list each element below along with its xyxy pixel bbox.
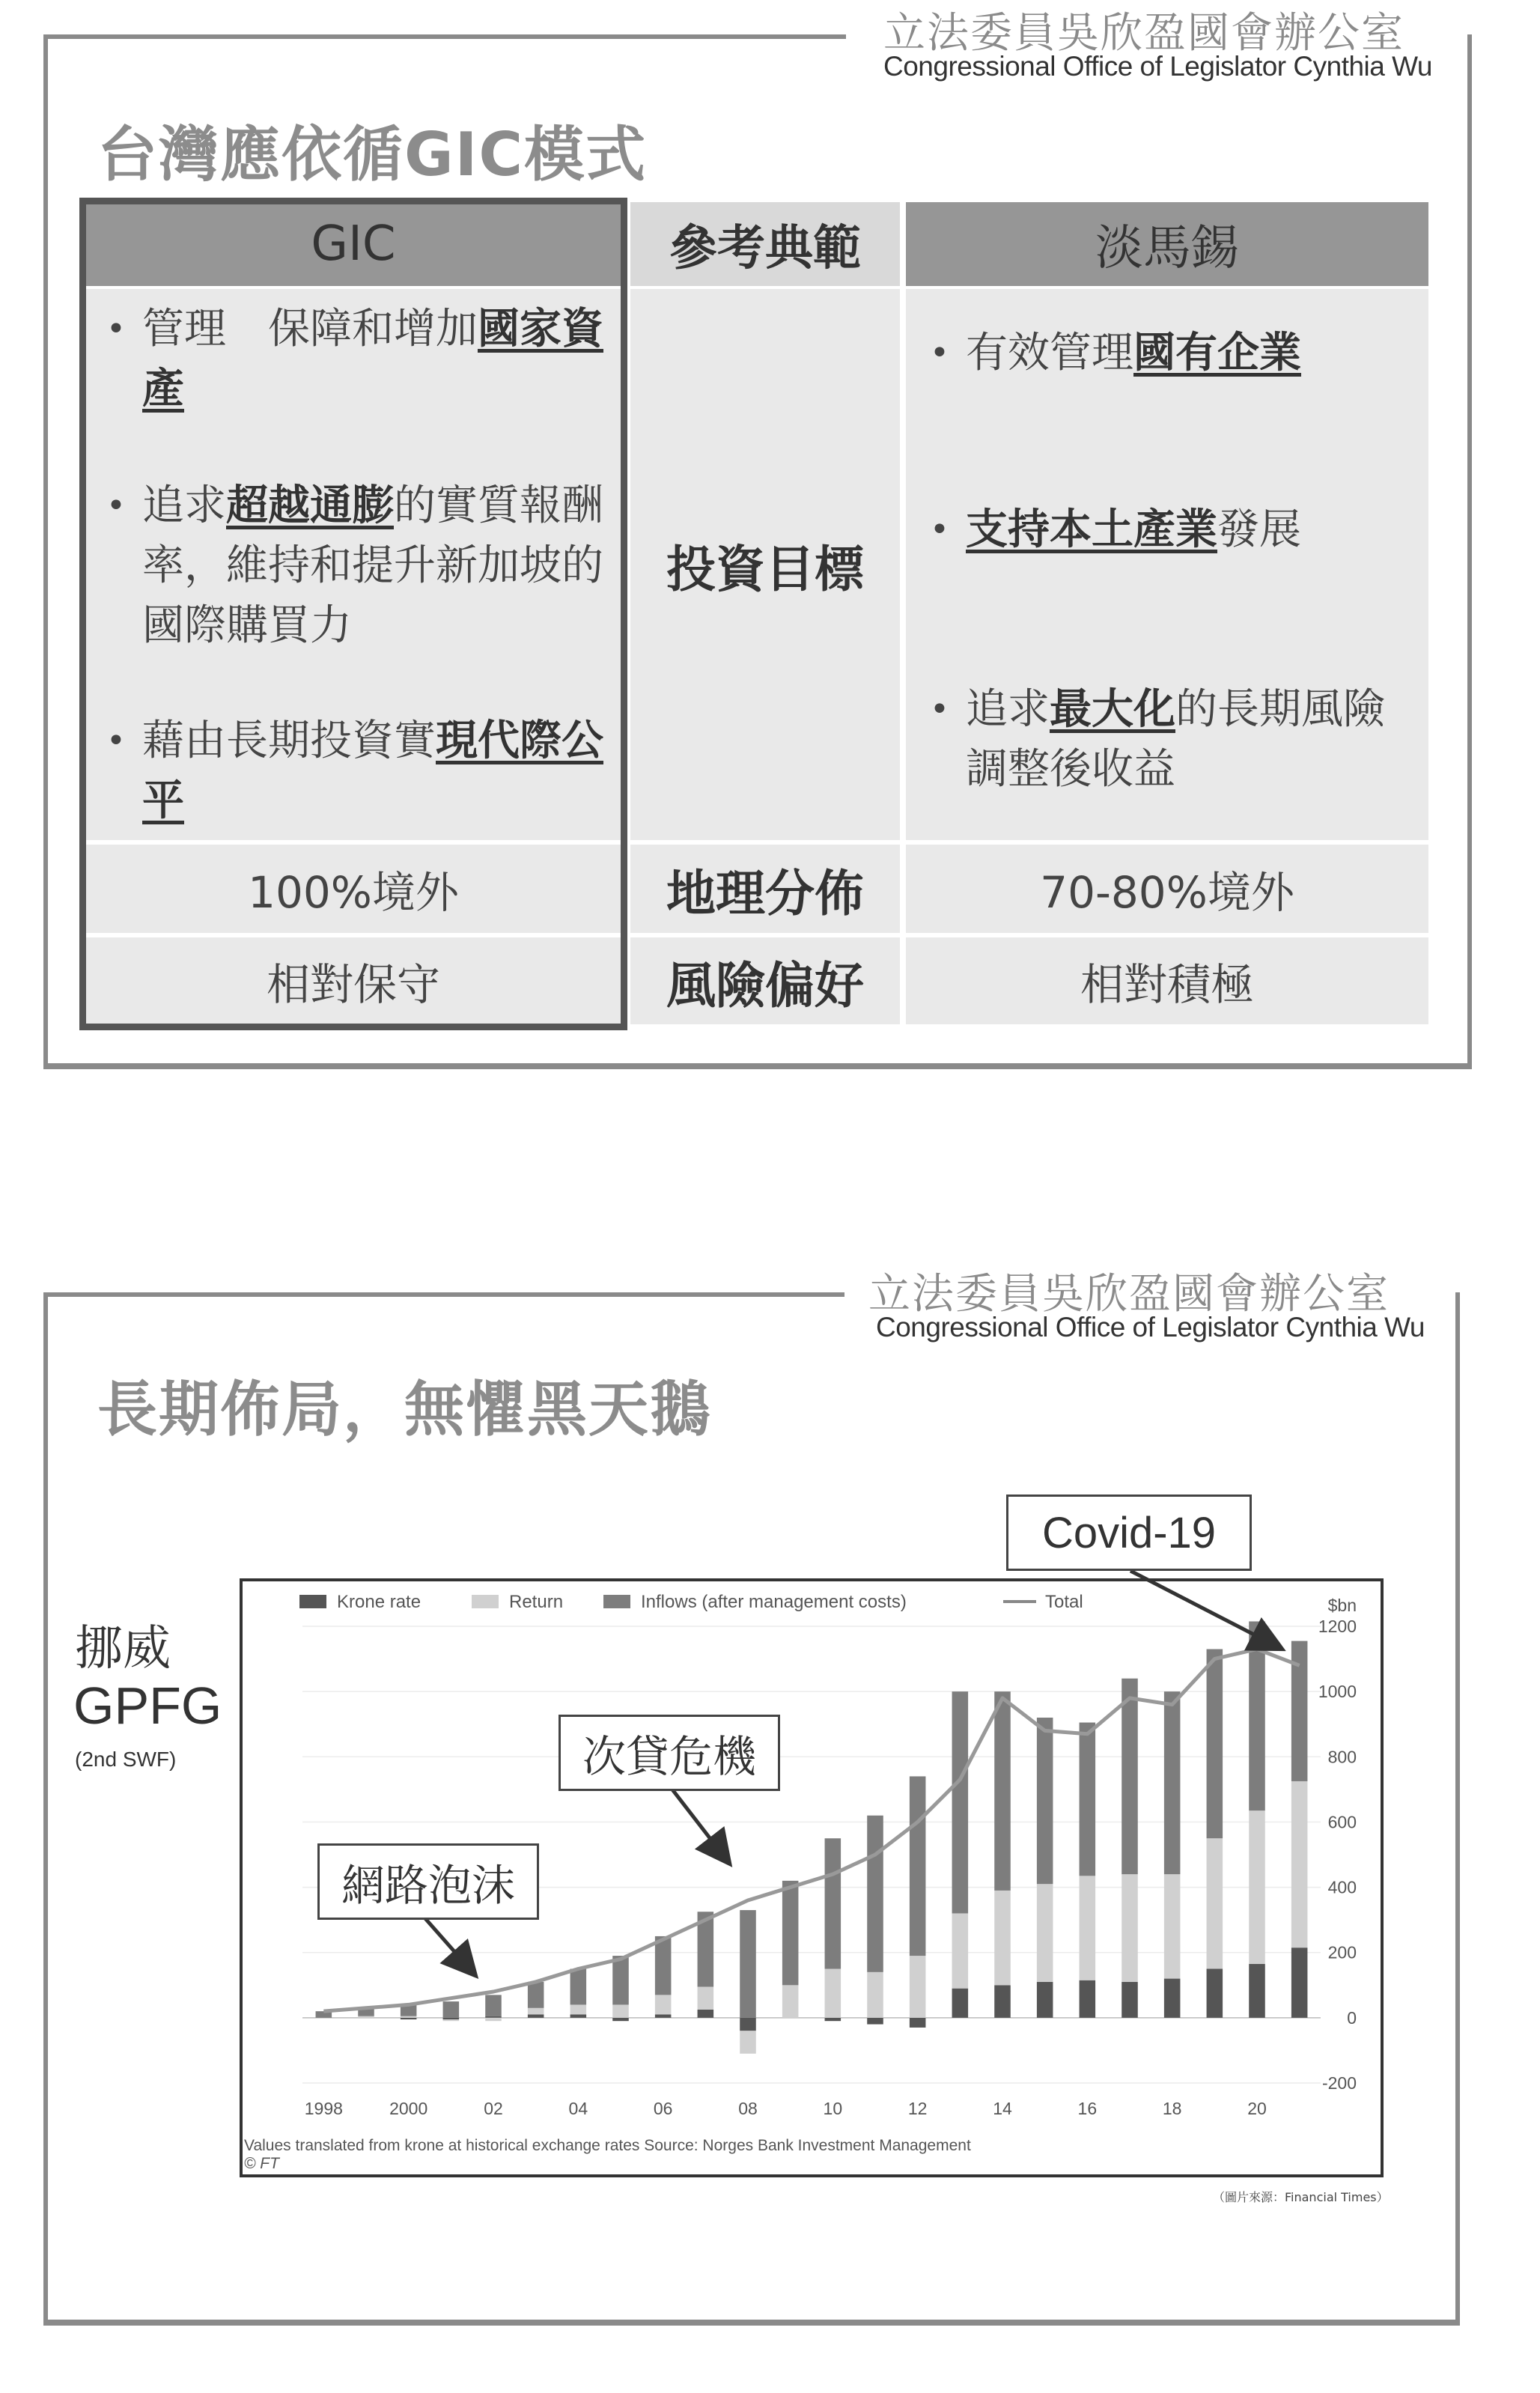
slide1-title: 台灣應依循GIC模式 bbox=[97, 120, 648, 189]
y-tick-label: 1000 bbox=[1318, 1682, 1357, 1702]
office-name-en-2: Congressional Office of Legislator Cynthia Wu bbox=[876, 1312, 1425, 1343]
legend-label-inflows: Inflows (after management costs) bbox=[641, 1592, 907, 1612]
covid-callout: Covid-19 bbox=[1006, 1495, 1252, 1571]
x-tick-label: 20 bbox=[1247, 2099, 1267, 2118]
gic-risk: 相對保守 bbox=[84, 937, 623, 1024]
subprime-arrow bbox=[672, 1790, 723, 1855]
x-tick-label: 08 bbox=[738, 2099, 758, 2118]
fund-rank: (2nd SWF) bbox=[75, 1748, 177, 1771]
column-header-temasek: 淡馬錫 bbox=[906, 202, 1428, 286]
office-name-en: Congressional Office of Legislator Cynthia Wu bbox=[883, 51, 1432, 82]
gic-bullet-2: • 追求超越通膨的實質報酬率，維持和提升新加坡的國際購買力 bbox=[106, 481, 603, 650]
gic-bullet-1-text: 管理 保障和增加 bbox=[142, 305, 478, 353]
x-tick-label: 04 bbox=[568, 2099, 588, 2118]
temasek-bullet-1-bold: 國有企業 bbox=[1133, 329, 1301, 377]
slide2-title: 長期佈局，無懼黑天鵝 bbox=[97, 1375, 711, 1444]
y-tick-label: 200 bbox=[1327, 1942, 1357, 1962]
risk-label: 風險偏好 bbox=[630, 937, 900, 1024]
x-tick-label: 02 bbox=[484, 2099, 503, 2118]
y-unit-label: $bn bbox=[1327, 1596, 1357, 1615]
image-credit: （圖片來源：Financial Times） bbox=[1213, 2190, 1389, 2204]
chart-credit: © FT bbox=[244, 2155, 279, 2172]
gic-bullet-3-bold: 現代際公平 bbox=[142, 717, 603, 825]
y-tick-label: 600 bbox=[1327, 1812, 1357, 1832]
x-tick-label: 16 bbox=[1077, 2099, 1098, 2118]
y-tick-label: 800 bbox=[1327, 1747, 1357, 1767]
x-tick-label: 06 bbox=[653, 2099, 673, 2118]
temasek-bullet-2-bold: 支持本土產業 bbox=[966, 505, 1217, 554]
x-tick-label: 18 bbox=[1162, 2099, 1182, 2118]
gic-bullet-1-bold: 國家資產 bbox=[142, 305, 603, 413]
legend-label-krone: Krone rate bbox=[337, 1592, 421, 1612]
chart-footnote: Values translated from krone at historical exchange rates Source: Norges Bank Investment Management bbox=[244, 2137, 971, 2154]
x-tick-label: 1998 bbox=[304, 2099, 343, 2118]
temasek-geography: 70-80%境外 bbox=[906, 845, 1428, 933]
temasek-bullet-3-bold: 最大化 bbox=[1050, 685, 1175, 734]
legend-label-return: Return bbox=[509, 1592, 564, 1612]
objective-label: 投資目標 bbox=[666, 540, 864, 598]
legend-label-total: Total bbox=[1045, 1592, 1083, 1612]
y-tick-label: -200 bbox=[1321, 2073, 1357, 2093]
office-name-cn-2: 立法委員吳欣盈國會辦公室 bbox=[868, 1270, 1390, 1319]
x-tick-label: 14 bbox=[993, 2099, 1012, 2118]
gic-bullet-2-bold: 超越通膨 bbox=[226, 481, 394, 530]
dotcom-arrow bbox=[424, 1917, 469, 1968]
fund-name: 挪威 bbox=[75, 1621, 171, 1676]
temasek-bullet-1: • 有效管理國有企業 bbox=[930, 329, 1301, 377]
gic-bullet-1: • 管理 保障和增加國家資產 bbox=[106, 305, 603, 413]
x-tick-label: 12 bbox=[907, 2099, 928, 2118]
office-name-cn: 立法委員吳欣盈國會辦公室 bbox=[883, 9, 1404, 58]
covid-arrow bbox=[1130, 1571, 1273, 1644]
temasek-bullet-2: • 支持本土產業發展 bbox=[930, 505, 1301, 554]
y-tick-label: 0 bbox=[1347, 2007, 1357, 2028]
dotcom-callout: 網路泡沫 bbox=[317, 1843, 539, 1920]
gic-bullet-3: • 藉由長期投資實現代際公平 bbox=[106, 717, 603, 825]
x-tick-label: 2000 bbox=[389, 2099, 428, 2118]
y-tick-label: 400 bbox=[1327, 1877, 1357, 1897]
column-header-gic: GIC bbox=[84, 202, 623, 286]
column-header-reference: 參考典範 bbox=[630, 202, 900, 286]
temasek-risk: 相對積極 bbox=[906, 937, 1428, 1024]
fund-code: GPFG bbox=[73, 1676, 222, 1735]
subprime-callout: 次貸危機 bbox=[559, 1715, 780, 1791]
temasek-bullet-3: • 追求最大化的長期風險調整後收益 bbox=[930, 685, 1385, 794]
geography-label: 地理分佈 bbox=[630, 845, 900, 933]
y-tick-label: 1200 bbox=[1318, 1617, 1357, 1636]
gic-geography: 100%境外 bbox=[84, 845, 623, 933]
x-tick-label: 10 bbox=[823, 2099, 843, 2118]
